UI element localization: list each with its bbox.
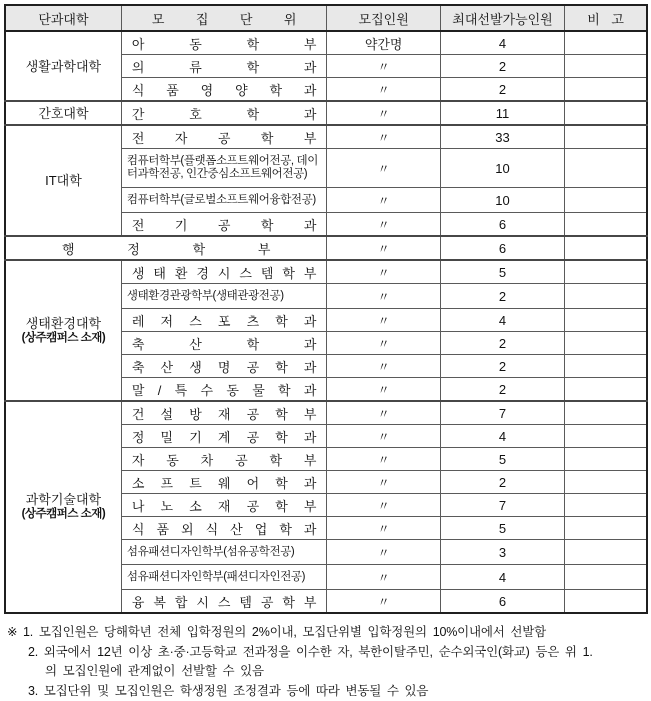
max-selectable-cell: 4 — [440, 565, 564, 590]
unit-cell — [121, 471, 327, 494]
quota-cell: 〃 — [327, 101, 440, 125]
unit-cell — [121, 31, 327, 55]
max-selectable-cell: 33 — [440, 125, 564, 149]
unit-label: 간 호 학 과 — [122, 104, 327, 123]
quota-cell: 〃 — [327, 55, 440, 78]
max-selectable-cell: 6 — [440, 236, 564, 260]
unit-label: 정 밀 기 계 공 학 과 — [122, 427, 327, 446]
remark-cell — [565, 332, 647, 355]
table-row — [5, 125, 647, 149]
header-unit-label: 모 집 단 위 — [122, 9, 327, 28]
header-remark-label: 비 고 — [565, 9, 646, 28]
quota-cell: 〃 — [327, 309, 440, 332]
unit-cell — [121, 125, 327, 149]
table-row — [5, 260, 647, 284]
unit-cell — [121, 590, 327, 614]
quota-cell: 〃 — [327, 494, 440, 517]
quota-cell: 〃 — [327, 260, 440, 284]
college-name: IT대학 — [45, 173, 82, 188]
unit-label: 식 품 영 양 학 과 — [122, 80, 327, 99]
max-selectable-cell: 2 — [440, 55, 564, 78]
college-cell — [5, 260, 121, 401]
remark-cell — [565, 213, 647, 237]
college-name: 생태환경대학 — [26, 316, 101, 331]
unit-cell-merged — [5, 236, 327, 260]
max-selectable-cell: 5 — [440, 260, 564, 284]
college-campus-note: (상주캠퍼스 소재) — [6, 331, 121, 346]
unit-label: 전 기 공 학 과 — [122, 215, 327, 234]
quota-cell: 〃 — [327, 425, 440, 448]
unit-label: 식 품 외 식 산 업 학 과 — [122, 519, 327, 538]
quota-cell: 약간명 — [327, 31, 440, 55]
unit-label: 레 저 스 포 츠 학 과 — [122, 311, 327, 330]
max-selectable-cell: 2 — [440, 355, 564, 378]
header-max: 최대선발가능인원 — [440, 5, 564, 31]
max-selectable-cell: 2 — [440, 78, 564, 102]
max-selectable-cell: 4 — [440, 425, 564, 448]
unit-cell — [121, 101, 327, 125]
quota-cell: 〃 — [327, 590, 440, 614]
header-unit — [121, 5, 327, 31]
remark-cell — [565, 284, 647, 309]
footnote-line: 3. 모집단위 및 모집인원은 학생정원 조정결과 등에 따라 변동될 수 있음 — [28, 682, 648, 701]
remark-cell — [565, 55, 647, 78]
max-selectable-cell: 5 — [440, 517, 564, 540]
max-selectable-cell: 2 — [440, 471, 564, 494]
max-selectable-cell: 10 — [440, 149, 564, 188]
college-cell — [5, 31, 121, 101]
table-row — [5, 401, 647, 425]
unit-label: 행 정 학 부 — [6, 239, 326, 258]
remark-cell — [565, 260, 647, 284]
unit-label: 의 류 학 과 — [122, 57, 327, 76]
remark-cell — [565, 494, 647, 517]
unit-cell — [121, 309, 327, 332]
quota-cell: 〃 — [327, 378, 440, 402]
quota-cell: 〃 — [327, 78, 440, 102]
unit-cell — [121, 260, 327, 284]
remark-cell — [565, 401, 647, 425]
footnote-line: 의 모집인원에 관계없이 선발할 수 있음 — [45, 662, 648, 682]
unit-cell: 컴퓨터학부(플랫폼소프트웨어전공, 데이터과학전공, 인간중심소프트웨어전공) — [121, 149, 327, 188]
quota-cell: 〃 — [327, 125, 440, 149]
unit-cell — [121, 355, 327, 378]
unit-label: 생 태 환 경 시 스 템 학 부 — [122, 263, 327, 282]
max-selectable-cell: 2 — [440, 332, 564, 355]
unit-cell: 섬유패션디자인학부(섬유공학전공) — [121, 540, 327, 565]
footnotes — [4, 623, 648, 701]
unit-cell — [121, 378, 327, 402]
header-quota: 모집인원 — [327, 5, 440, 31]
table-body — [5, 31, 647, 613]
unit-cell — [121, 401, 327, 425]
quota-cell: 〃 — [327, 332, 440, 355]
max-selectable-cell: 3 — [440, 540, 564, 565]
max-selectable-cell: 2 — [440, 284, 564, 309]
table-row — [5, 101, 647, 125]
quota-cell: 〃 — [327, 213, 440, 237]
unit-label: 전 자 공 학 부 — [122, 128, 327, 147]
quota-cell: 〃 — [327, 401, 440, 425]
footnote-line: ※ 1. 모집인원은 당해학년 전체 입학정원의 2%이내, 모집단위별 입학정원의 10%이내에서 선발함 — [7, 623, 648, 643]
remark-cell — [565, 590, 647, 614]
unit-cell — [121, 213, 327, 237]
college-cell — [5, 101, 121, 125]
quota-cell: 〃 — [327, 355, 440, 378]
unit-label: 소 프 트 웨 어 학 과 — [122, 473, 327, 492]
remark-cell — [565, 540, 647, 565]
unit-label: 아 동 학 부 — [122, 34, 327, 53]
unit-cell — [121, 494, 327, 517]
college-campus-note: (상주캠퍼스 소재) — [6, 507, 121, 522]
quota-cell: 〃 — [327, 448, 440, 471]
unit-cell: 생태환경관광학부(생태관광전공) — [121, 284, 327, 309]
remark-cell — [565, 517, 647, 540]
remark-cell — [565, 125, 647, 149]
max-selectable-cell: 2 — [440, 378, 564, 402]
table-row — [5, 236, 647, 260]
max-selectable-cell: 5 — [440, 448, 564, 471]
remark-cell — [565, 471, 647, 494]
remark-cell — [565, 355, 647, 378]
unit-cell — [121, 448, 327, 471]
unit-label: 말 / 특 수 동 물 학 과 — [122, 380, 327, 399]
max-selectable-cell: 6 — [440, 590, 564, 614]
table-row — [5, 31, 647, 55]
remark-cell — [565, 236, 647, 260]
remark-cell — [565, 309, 647, 332]
unit-label: 융 복 합 시 스 템 공 학 부 — [122, 592, 327, 611]
max-selectable-cell: 4 — [440, 309, 564, 332]
remark-cell — [565, 448, 647, 471]
quota-cell: 〃 — [327, 517, 440, 540]
college-name: 간호대학 — [38, 106, 88, 121]
quota-cell: 〃 — [327, 236, 440, 260]
footnote-line: 2. 외국에서 12년 이상 초·중·고등학교 전과정을 이수한 자, 북한이탈주민, 순수외국인(화교) 등은 위 1. — [28, 643, 648, 663]
college-name: 과학기술대학 — [26, 492, 101, 507]
unit-cell — [121, 425, 327, 448]
table-header-row — [5, 5, 647, 31]
college-cell — [5, 125, 121, 236]
unit-cell — [121, 78, 327, 102]
header-remark — [565, 5, 647, 31]
unit-label: 건 설 방 재 공 학 부 — [122, 404, 327, 423]
unit-cell — [121, 332, 327, 355]
remark-cell — [565, 565, 647, 590]
max-selectable-cell: 4 — [440, 31, 564, 55]
max-selectable-cell: 6 — [440, 213, 564, 237]
unit-label: 자 동 차 공 학 부 — [122, 450, 327, 469]
remark-cell — [565, 101, 647, 125]
unit-cell: 컴퓨터학부(글로벌소프트웨어융합전공) — [121, 188, 327, 213]
unit-cell: 섬유패션디자인학부(패션디자인전공) — [121, 565, 327, 590]
remark-cell — [565, 149, 647, 188]
quota-cell: 〃 — [327, 284, 440, 309]
quota-cell: 〃 — [327, 149, 440, 188]
unit-cell — [121, 517, 327, 540]
max-selectable-cell: 10 — [440, 188, 564, 213]
unit-label: 축 산 생 명 공 학 과 — [122, 357, 327, 376]
remark-cell — [565, 31, 647, 55]
quota-cell: 〃 — [327, 188, 440, 213]
quota-cell: 〃 — [327, 471, 440, 494]
quota-cell: 〃 — [327, 565, 440, 590]
remark-cell — [565, 378, 647, 402]
remark-cell — [565, 78, 647, 102]
college-cell — [5, 401, 121, 613]
unit-label: 축 산 학 과 — [122, 334, 327, 353]
max-selectable-cell: 7 — [440, 401, 564, 425]
unit-cell — [121, 55, 327, 78]
college-name: 생활과학대학 — [26, 59, 101, 74]
unit-label: 나 노 소 재 공 학 부 — [122, 496, 327, 515]
max-selectable-cell: 11 — [440, 101, 564, 125]
remark-cell — [565, 425, 647, 448]
header-college: 단과대학 — [5, 5, 121, 31]
max-selectable-cell: 7 — [440, 494, 564, 517]
quota-cell: 〃 — [327, 540, 440, 565]
admission-quota-table — [4, 4, 648, 614]
remark-cell — [565, 188, 647, 213]
